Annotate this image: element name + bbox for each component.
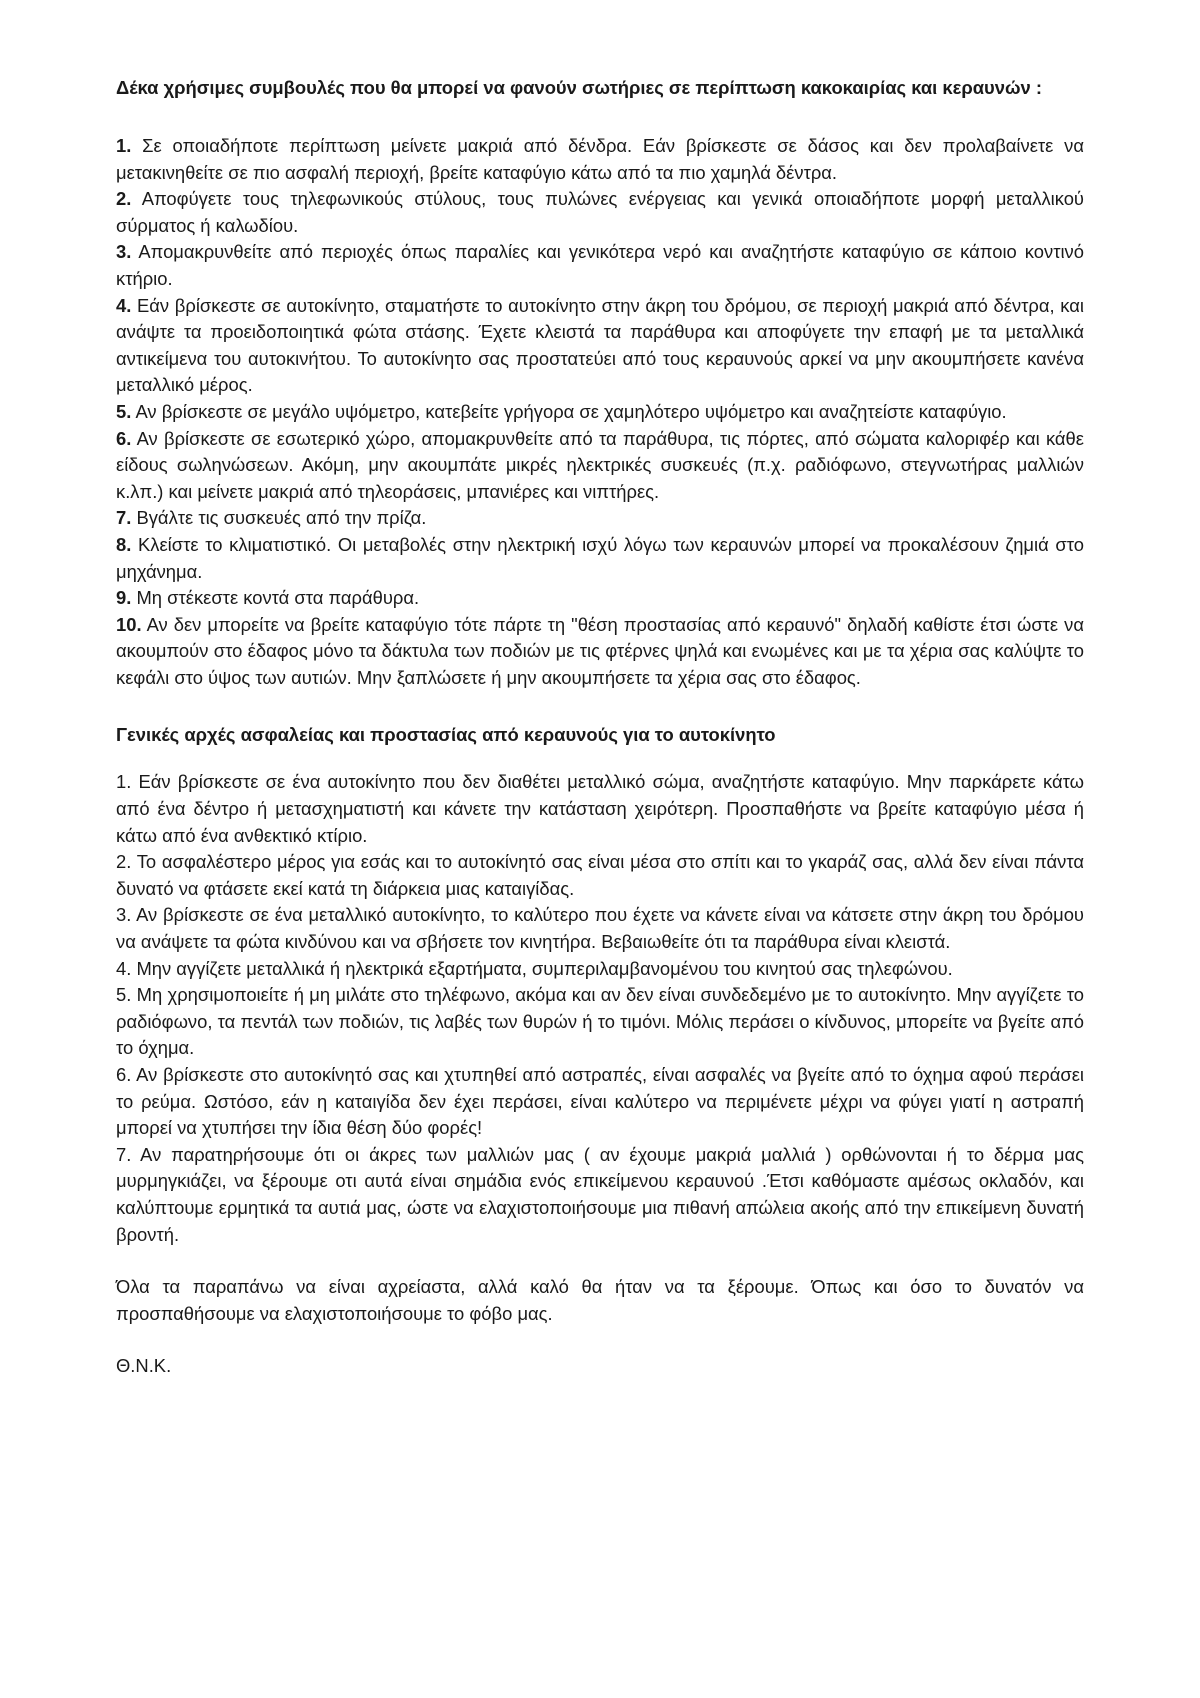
- tip-text: Αν βρίσκεστε σε εσωτερικό χώρο, απομακρυνθείτε από τα παράθυρα, τις πόρτες, από σώματα καλοριφέρ και κάθε είδους σωληνώσεων. Ακόμη, μην ακουμπάτε μικρές ηλεκτρικές συσκευές (π.χ. ραδιόφωνο, στεγνωτήρας μαλλιών κ.λπ.) και μείνετε μακριά από τηλεοράσεις, μπανιέρες και νιπτήρες.: [116, 427, 1084, 502]
- tip-item: [116, 186, 1084, 239]
- tip-item: [116, 426, 1084, 506]
- tip-item: [116, 532, 1084, 585]
- car-tip-item: 4. Μην αγγίζετε μεταλλικά ή ηλεκτρικά εξαρτήματα, συμπεριλαμβανομένου του κινητού σας τηλεφώνου.: [116, 957, 953, 979]
- tip-number: 3.: [116, 241, 132, 263]
- tip-text: Αποφύγετε τους τηλεφωνικούς στύλους, τους πυλώνες ενέργειας και γενικά οποιαδήποτε μορφή μεταλλικού σύρματος ή καλωδίου.: [116, 188, 1084, 236]
- car-tip-item: 1. Εάν βρίσκεστε σε ένα αυτοκίνητο που δεν διαθέτει μεταλλικό σώμα, αναζητήστε καταφύγιο. Μην παρκάρετε κάτω από ένα δέντρο ή μετασχηματιστή και κάνετε την κατάσταση χειρότερη. Προσπαθήστε να βρείτε καταφύγιο μέσα ή κάτω από ένα ανθεκτικό κτίριο.: [116, 771, 1084, 846]
- tip-text: Σε οποιαδήποτε περίπτωση μείνετε μακριά από δένδρα. Εάν βρίσκεστε σε δάσος και δεν προλαβαίνετε να μετακινηθείτε σε πιο ασφαλή περιοχή, βρείτε καταφύγιο κάτω από τα πιο χαμηλά δέντρα.: [116, 135, 1084, 183]
- document-heading-tips: Δέκα χρήσιμες συμβουλές που θα μπορεί να φανούν σωτήριες σε περίπτωση κακοκαιρίας και κεραυνών :: [116, 77, 1042, 98]
- tip-text: Βγάλτε τις συσκευές από την πρίζα.: [136, 507, 427, 529]
- tip-item: [116, 133, 1084, 186]
- tip-text: Αν βρίσκεστε σε μεγάλο υψόμετρο, κατεβείτε γρήγορα σε χαμηλότερο υψόμετρο και αναζητείστε καταφύγιο.: [135, 400, 1007, 422]
- tip-text: Αν δεν μπορείτε να βρείτε καταφύγιο τότε πάρτε τη "θέση προστασίας από κεραυνό" δηλαδή καθίστε έτσι ώστε να ακουμπούν στο έδαφος μόνο τα δάκτυλα των ποδιών με τις φτέρνες ψηλά και ενωμένες και με τα χέρια σας καλύψτε το κεφάλι στο ύψος των αυτιών. Μην ξαπλώσετε ή μην ακουμπήσετε τα χέρια σας στο έδαφος.: [116, 613, 1084, 688]
- car-tip-item: 6. Αν βρίσκεστε στο αυτοκίνητό σας και χτυπηθεί από αστραπές, είναι ασφαλές να βγείτε από το όχημα αφού περάσει το ρεύμα. Ωστόσο, εάν η καταιγίδα δεν έχει περάσει, είναι καλύτερο να περιμένετε μέχρι να φύγει γιατί η αστραπή μπορεί να χτυπήσει την ίδια θέση δύο φορές!: [116, 1064, 1084, 1139]
- car-tip-item: 3. Αν βρίσκεστε σε ένα μεταλλικό αυτοκίνητο, το καλύτερο που έχετε να κάνετε είναι να κάτσετε στην άκρη του δρόμου να ανάψετε τα φώτα κινδύνου και να σβήσετε τον κινητήρα. Βεβαιωθείτε ότι τα παράθυρα είναι κλειστά.: [116, 904, 1084, 953]
- tip-number: 7.: [116, 507, 132, 529]
- car-tip-item: 5. Μη χρησιμοποιείτε ή μη μιλάτε στο τηλέφωνο, ακόμα και αν δεν είναι συνδεδεμένο με το αυτοκίνητο. Μην αγγίζετε το ραδιόφωνο, τα πεντάλ των ποδιών, τις λαβές των θυρών ή το τιμόνι. Μόλις περάσει ο κίνδυνος, μπορείτε να βγείτε από το όχημα.: [116, 984, 1084, 1059]
- tip-item: [116, 505, 1084, 532]
- tip-number: 5.: [116, 400, 132, 422]
- tip-item: [116, 239, 1084, 292]
- tip-text: Απομακρυνθείτε από περιοχές όπως παραλίες και γενικότερα νερό και αναζητήστε καταφύγιο σε κάποιο κοντινό κτήριο.: [116, 241, 1084, 289]
- tip-number: 6.: [116, 427, 132, 449]
- tip-number: 1.: [116, 135, 132, 156]
- car-tips-list: [116, 769, 1084, 1248]
- document-page: [116, 62, 1084, 1380]
- car-tip-item: 2. Το ασφαλέστερο μέρος για εσάς και το αυτοκίνητό σας είναι μέσα στο σπίτι και το γκαράζ σας, αλλά δεν είναι πάντα δυνατό να φτάσετε εκεί κατά τη διάρκεια μιας καταιγίδας.: [116, 851, 1084, 899]
- tip-text: Κλείστε το κλιματιστικό. Οι μεταβολές στην ηλεκτρική ισχύ λόγω των κεραυνών μπορεί να προκαλέσουν ζημιά στο μηχάνημα.: [116, 533, 1084, 582]
- tips-list: [116, 133, 1084, 691]
- signature: Θ.Ν.Κ.: [116, 1355, 172, 1377]
- tip-number: 4.: [116, 294, 132, 316]
- tip-number: 9.: [116, 587, 132, 609]
- car-tip-item: 7. Αν παρατηρήσουμε ότι οι άκρες των μαλλιών μας ( αν έχουμε μακριά μαλλιά ) ορθώνονται ή το δέρμα μας μυρμηγκιάζει, να ξέρουμε οτι αυτά είναι σημάδια ενός επικείμενου κεραυνού .Έτσι καθόμαστε αμέσως οκλαδόν, και καλύπτουμε ερμητικά τα αυτιά μας, ώστε να ελαχιστοποιήσουμε μια πιθανή απώλεια ακοής από την επικείμενη δυνατή βροντή.: [116, 1143, 1084, 1245]
- document-heading-car: Γενικές αρχές ασφαλείας και προστασίας από κεραυνούς για το αυτοκίνητο: [116, 724, 776, 746]
- tip-item: [116, 293, 1084, 399]
- tip-number: 10.: [116, 613, 142, 635]
- tip-text: Εάν βρίσκεστε σε αυτοκίνητο, σταματήστε το αυτοκίνητο στην άκρη του δρόμου, σε περιοχή μακριά από δέντρα, και ανάψτε τα προειδοποιητικά φώτα στάσης. Έχετε κλειστά τα παράθυρα και αποφύγετε την επαφή με τα μεταλλικά αντικείμενα του αυτοκινήτου. Το αυτοκίνητο σας προστατεύει από τους κεραυνούς αρκεί να μην ακουμπήσετε κανένα μεταλλικό μέρος.: [116, 294, 1084, 396]
- tip-text: Μη στέκεστε κοντά στα παράθυρα.: [136, 587, 420, 609]
- tip-item: [116, 612, 1084, 692]
- tip-number: 8.: [116, 533, 132, 555]
- tip-number: 2.: [116, 188, 132, 210]
- tip-item: [116, 585, 1084, 612]
- closing-paragraph: Όλα τα παραπάνω να είναι αχρείαστα, αλλά καλό θα ήταν να τα ξέρουμε. Όπως και όσο το δυνατόν να προσπαθήσουμε να ελαχιστοποιήσουμε το φόβο μας.: [116, 1276, 1084, 1324]
- tip-item: [116, 399, 1084, 426]
